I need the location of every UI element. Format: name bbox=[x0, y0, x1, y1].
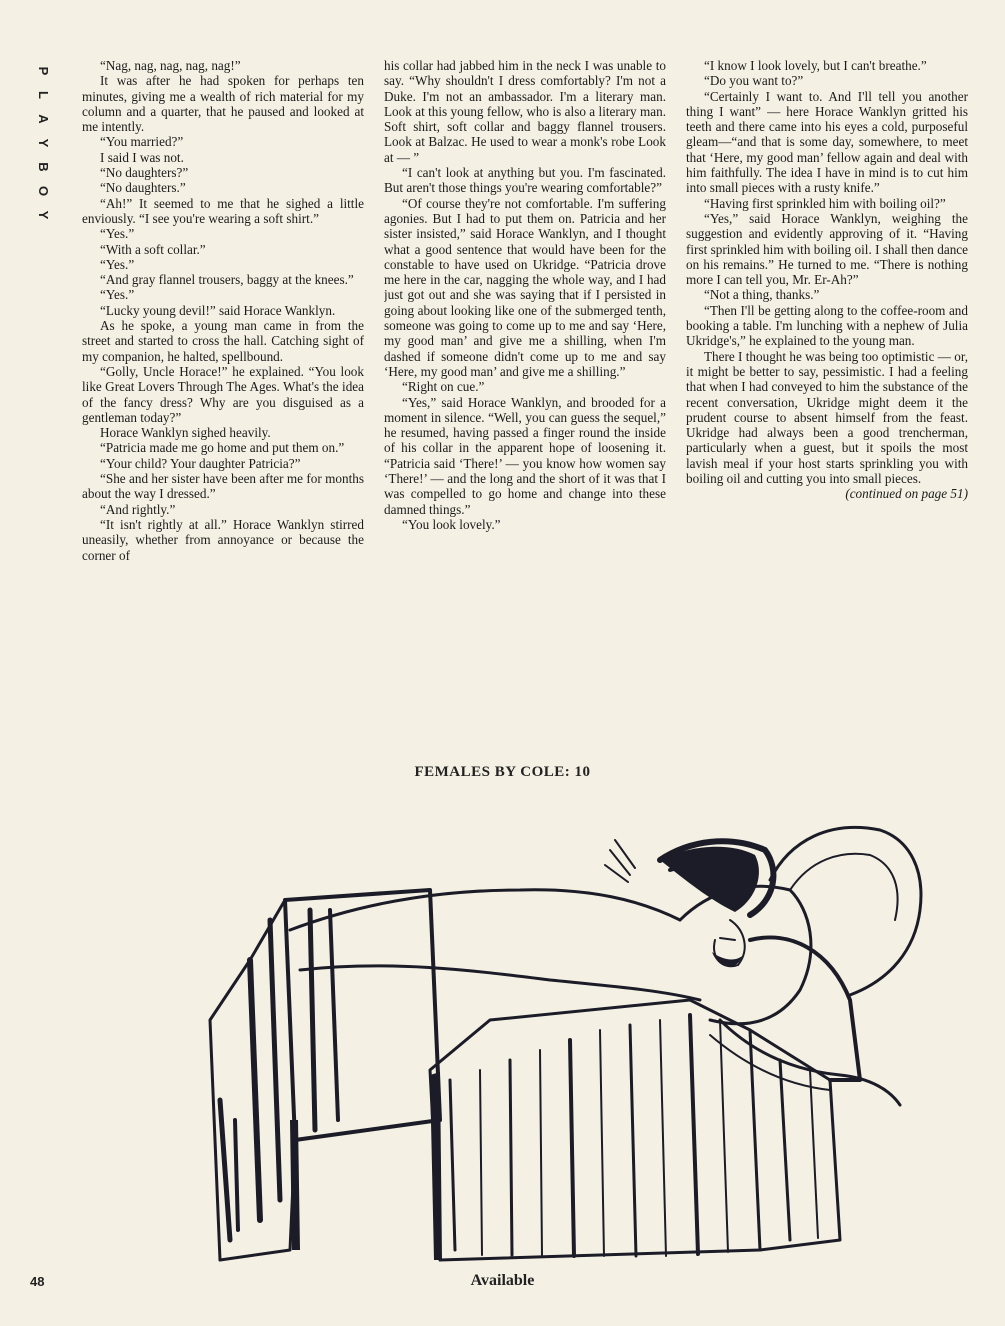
cartoon-illustration bbox=[190, 820, 990, 1270]
article-paragraph: his collar had jabbed him in the neck I was unable to say. “Why shouldn't I dress comfortably? I'm not a Duke. I'm not an ambassador. I'm a literary man. Look at this young fellow, who is also a literary man. Soft shirt, soft collar and baggy flannel trousers. Look at Balzac. He used to wear a monk's robe Look at — ” bbox=[384, 58, 666, 165]
article-paragraph: I said I was not. bbox=[100, 149, 184, 165]
article-columns bbox=[82, 58, 968, 718]
article-paragraph: “And gray flannel trousers, baggy at the knees.” bbox=[100, 272, 354, 288]
cartoon-title: FEMALES BY COLE: 10 bbox=[414, 764, 591, 780]
continued-note: (continued on page 51) bbox=[845, 486, 968, 502]
article-paragraph: “She and her sister have been after me for months about the way I dressed.” bbox=[82, 471, 364, 502]
article-column-2 bbox=[384, 58, 666, 718]
article-paragraph: “You look lovely.” bbox=[402, 516, 501, 532]
article-paragraph: “Right on cue.” bbox=[402, 379, 485, 395]
masthead-letter: L bbox=[36, 91, 51, 101]
article-paragraph: As he spoke, a young man came in from the street and started to cross the hall. Catching sight of my companion, he halted, spellbound. bbox=[82, 318, 364, 364]
masthead-vertical bbox=[30, 60, 56, 228]
article-paragraph: “Lucky young devil!” said Horace Wanklyn. bbox=[100, 302, 336, 318]
article-paragraph: “Of course they're not comfortable. I'm suffering agonies. But I had to put them on. Patricia and her sister insisted,” said Horace Wanklyn, and I thought what a good sentence that would have been for the constable to have used on Ukridge. “Patricia drove me here in the car, nagging the whole way, and I had just got out and she was saying that if I persisted in going about looking like one of the submerged tenth, someone was going to come up to me and say ‘Here, my good man’ and give me a shilling, when I'm dashed if someone didn't come up to me and say ‘Here, my good man’ and give me a shilling.” bbox=[384, 195, 666, 379]
masthead-letter: Y bbox=[36, 138, 51, 150]
article-paragraph: “Nag, nag, nag, nag, nag!” bbox=[100, 58, 241, 73]
article-paragraph: “No daughters.” bbox=[100, 180, 186, 196]
article-paragraph: “You married?” bbox=[100, 134, 184, 150]
article-paragraph: “Golly, Uncle Horace!” he explained. “You look like Great Lovers Through The Ages. What's the idea of the fancy dress? Why are you disguised as a gentleman today?” bbox=[82, 363, 364, 425]
article-paragraph: “I know I look lovely, but I can't breathe.” bbox=[704, 58, 927, 73]
article-paragraph: “Patricia made me go home and put them on.” bbox=[100, 440, 345, 456]
article-column-3 bbox=[686, 58, 968, 718]
article-paragraph: “Yes.” bbox=[100, 226, 135, 242]
masthead-letter: P bbox=[36, 66, 51, 78]
masthead-letter: B bbox=[36, 162, 51, 174]
article-paragraph: “Then I'll be getting along to the coffee-room and booking a table. I'm lunching with a nephew of Julia Ukridge's,” he explained to the young man. bbox=[686, 302, 968, 349]
article-paragraph: “Ah!” It seemed to me that he sighed a little enviously. “I see you're wearing a soft shirt.” bbox=[82, 195, 364, 226]
article-paragraph: “It isn't rightly at all.” Horace Wanklyn stirred uneasily, whether from annoyance or because the corner of bbox=[82, 516, 364, 563]
article-paragraph: “Yes.” bbox=[100, 287, 135, 303]
masthead-letter: A bbox=[36, 114, 51, 126]
page-number: 48 bbox=[30, 1274, 45, 1289]
article-paragraph: “Having first sprinkled him with boiling oil?” bbox=[704, 195, 946, 211]
article-paragraph: “Your child? Your daughter Patricia?” bbox=[100, 455, 301, 471]
cartoon-caption: Available bbox=[470, 1272, 535, 1289]
article-paragraph: There I thought he was being too optimistic — or, it might be better to say, pessimistic. I had a feeling that when I had conveyed to him the substance of the recent conversation, Ukridge might deem it the prudent course to absent himself from the feast. Ukridge had always been a good trencherman, particularly when a guest, but it spoils the most lavish meal if your host starts sprinkling you with boiling oil and cutting you into small pieces. bbox=[686, 348, 968, 487]
article-column-1 bbox=[82, 58, 364, 718]
article-paragraph: Horace Wanklyn sighed heavily. bbox=[100, 425, 271, 441]
article-paragraph: “With a soft collar.” bbox=[100, 241, 206, 257]
article-paragraph: It was after he had spoken for perhaps ten minutes, giving me a wealth of rich material for my column and a quarter, that he paused and looked at me intently. bbox=[82, 73, 364, 135]
masthead-letter: Y bbox=[36, 210, 51, 222]
article-paragraph: “Do you want to?” bbox=[704, 73, 804, 89]
article-paragraph: “I can't look at anything but you. I'm fascinated. But aren't those things you're wearing comfortable?” bbox=[384, 165, 666, 196]
masthead-letter: O bbox=[36, 185, 51, 199]
article-paragraph: “No daughters?” bbox=[100, 165, 189, 181]
article-paragraph: “And rightly.” bbox=[100, 501, 176, 517]
article-paragraph: “Yes,” said Horace Wanklyn, and brooded for a moment in silence. “Well, you can guess the sequel,” he resumed, having passed a finger round the inside of his collar in the apparent hope of loosening it. “Patricia said ‘There!’ — you know how women say ‘There!’ — and the long and the short of it was that I was compelled to go home and change into these damned things.” bbox=[384, 394, 666, 517]
article-paragraph: “Yes,” said Horace Wanklyn, weighing the suggestion and evidently approving of it. “Having first sprinkled him with boiling oil. I shall then dance on his remains.” He turned to me. “There is nothing more I can tell you, Mr. Er-Ah?” bbox=[686, 210, 968, 288]
article-paragraph: “Yes.” bbox=[100, 256, 135, 272]
article-paragraph: “Not a thing, thanks.” bbox=[704, 287, 820, 303]
article-paragraph: “Certainly I want to. And I'll tell you another thing I want” — here Horace Wanklyn gritted his teeth and there came into his eyes a cold, purposeful gleam—“and that is some day, somewhere, to meet that ‘Here, my good man’ fellow again and deal with him faithfully. The idea I have in mind is to cut him into small pieces with a rusty knife.” bbox=[686, 88, 968, 196]
